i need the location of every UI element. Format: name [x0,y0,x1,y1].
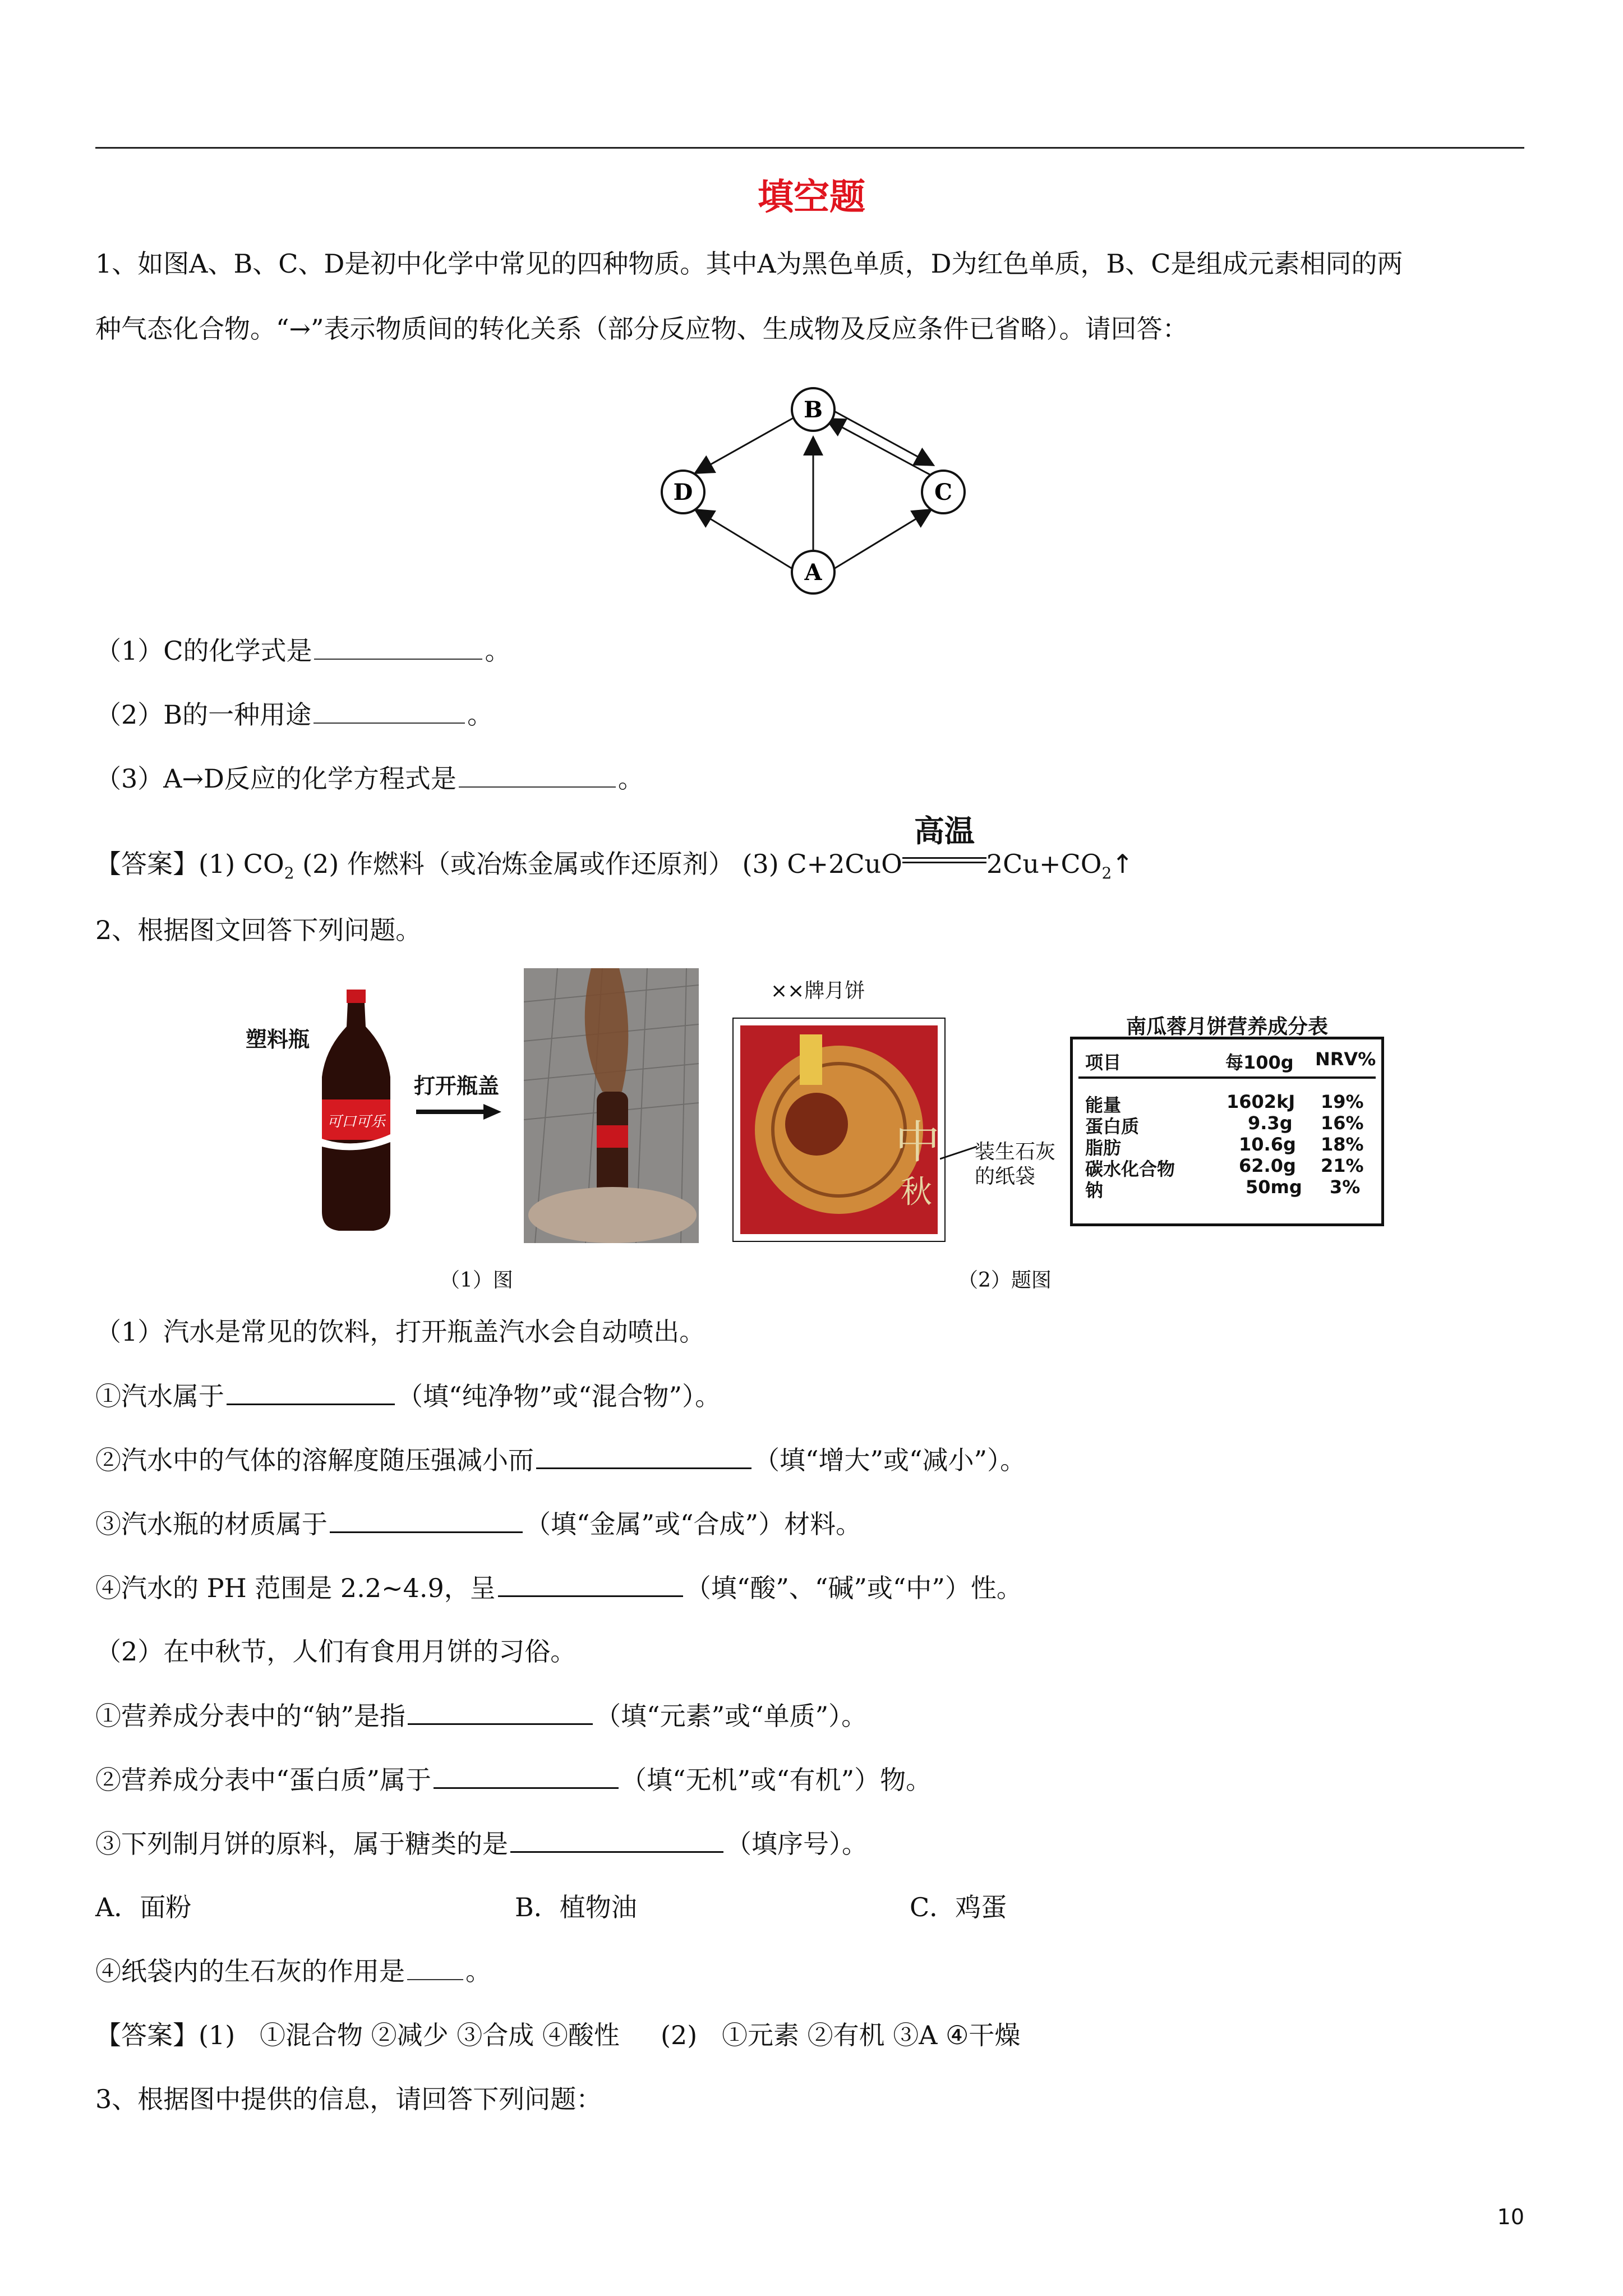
q2-part2-item3: ③下列制月饼的原料，属于糖类的是 （填序号）。 [95,1826,868,1861]
answer-blank[interactable] [408,1699,593,1725]
fig-brand-label: ××牌月饼 [771,979,865,1002]
q2-part1-item2: ②汽水中的气体的溶解度随压强减小而 （填“增大”或“减小”）。 [95,1443,1026,1477]
fig-bag-label: 装生石灰 的纸袋 [975,1140,1056,1188]
answer-label: 【答案】 [95,2020,199,2050]
q2-answer: 【答案】(1) ①混合物 ②减少 ③合成 ④酸性 (2) ①元素 ②有机 ③A ④干燥 [95,2020,1021,2050]
table-row: 蛋白质 9.3g 16% [1085,1112,1364,1137]
answer-blank[interactable] [407,1954,463,1980]
soda-bottle-image [314,987,398,1234]
soda-spray-photo [524,968,699,1243]
answer-blank[interactable] [330,1507,523,1533]
mooncake-package-image [732,1018,946,1242]
table-row: 钠 50mg 3% [1085,1176,1361,1201]
q2-stem: 2、根据图文回答下列问题。 [95,915,422,945]
arrow-a-to-c [828,510,930,572]
q1-answer: 【答案】(1) $CO_2$ (2) 作燃料（或冶炼金属或作还原剂） (3) C+2CuO 高温 $2Cu+CO_2↑$ [95,813,1133,883]
answer-label: 【答案】 [95,849,199,879]
answer-blank[interactable] [510,1826,723,1853]
svg-text:中: 中 [895,1116,940,1168]
q2-part1-item1: ①汽水属于 （填“纯净物”或“混合物”）。 [95,1379,721,1413]
answer-blank[interactable] [434,1763,619,1789]
q2-part1-item3: ③汽水瓶的材质属于 （填“金属”或“合成”）材料。 [95,1507,861,1541]
table-row: 脂肪 10.6g 18% [1085,1134,1364,1158]
q2-part1: （1）汽水是常见的饮料，打开瓶盖汽水会自动喷出。 [95,1317,706,1347]
q3-stem: 3、根据图中提供的信息，请回答下列问题： [95,2084,602,2114]
fig-open-label: 打开瓶盖 [414,1074,500,1098]
q1-sub2: （2）B的一种用途 。 [95,698,493,731]
arrow-b-to-d [697,416,796,472]
arrow-right-icon [414,1101,504,1123]
option-c: C．鸡蛋 [910,1892,1007,1922]
page-number: 10 [1497,2205,1524,2229]
svg-text:可口可乐: 可口可乐 [326,1114,386,1130]
q2-options [95,1890,1007,1924]
node-b-label: B [804,397,823,423]
answer-blank[interactable] [227,1379,395,1405]
answer-blank[interactable] [314,634,482,660]
q1-sub3: （3）A→D反应的化学方程式是 。 [95,762,644,795]
pointer-line [940,1144,979,1161]
header-rule [95,147,1524,149]
answer-blank[interactable] [313,698,465,724]
answer-blank[interactable] [536,1443,751,1469]
table-header-row: 项目 每100g NRV% [1085,1048,1376,1073]
option-b: B．植物油 [515,1892,637,1922]
svg-text:秋: 秋 [901,1174,932,1211]
q1-stem-line2: 种气态化合物。“→”表示物质间的转化关系（部分反应物、生成物及反应条件已省略）。请回答： [95,314,1188,344]
table-row: 能量 1602kJ 19% [1085,1091,1364,1116]
q1-conversion-diagram [656,376,970,600]
answer-blank[interactable] [459,762,616,788]
answer-blank[interactable] [498,1571,683,1597]
q1-stem-line1: 1、如图A、B、C、D是初中化学中常见的四种物质。其中A为黑色单质，D为红色单质，B、C是组成元素相同的两 [95,249,1403,279]
fig-bottle-label: 塑料瓶 [246,1027,310,1052]
q2-part1-item4: ④汽水的 PH 范围是 2.2~4.9，呈 （填“酸”、“碱”或“中”）性。 [95,1571,1022,1605]
q2-part2-item4: ④纸袋内的生石灰的作用是 。 [95,1954,491,1988]
q2-part2: （2）在中秋节，人们有食用月饼的习俗。 [95,1636,577,1667]
arrow-b-to-c [831,409,932,464]
arrow-c-to-b [828,420,930,475]
arrow-a-to-d [697,510,798,572]
q2-part2-item1: ①营养成分表中的“钠”是指 （填“元素”或“单质”）。 [95,1699,867,1733]
q1-sub1: （1）C的化学式是 。 [95,634,510,668]
figure-caption-1: （1）图 [440,1269,513,1292]
nutrition-table-title: 南瓜蓉月饼营养成分表 [1126,1015,1328,1038]
option-a: A．面粉 [95,1892,192,1922]
figure-caption-2: （2）题图 [958,1269,1052,1292]
reaction-condition: 高温 [902,847,986,881]
node-a-label: A [804,559,822,586]
node-d-label: D [673,479,693,505]
table-row: 碳水化合物 62.0g 21% [1085,1155,1364,1180]
node-c-label: C [934,479,952,505]
q2-part2-item2: ②营养成分表中“蛋白质”属于 （填“无机”或“有机”）物。 [95,1763,932,1797]
nutrition-table [1070,1037,1384,1226]
section-title: 填空题 [758,177,865,218]
